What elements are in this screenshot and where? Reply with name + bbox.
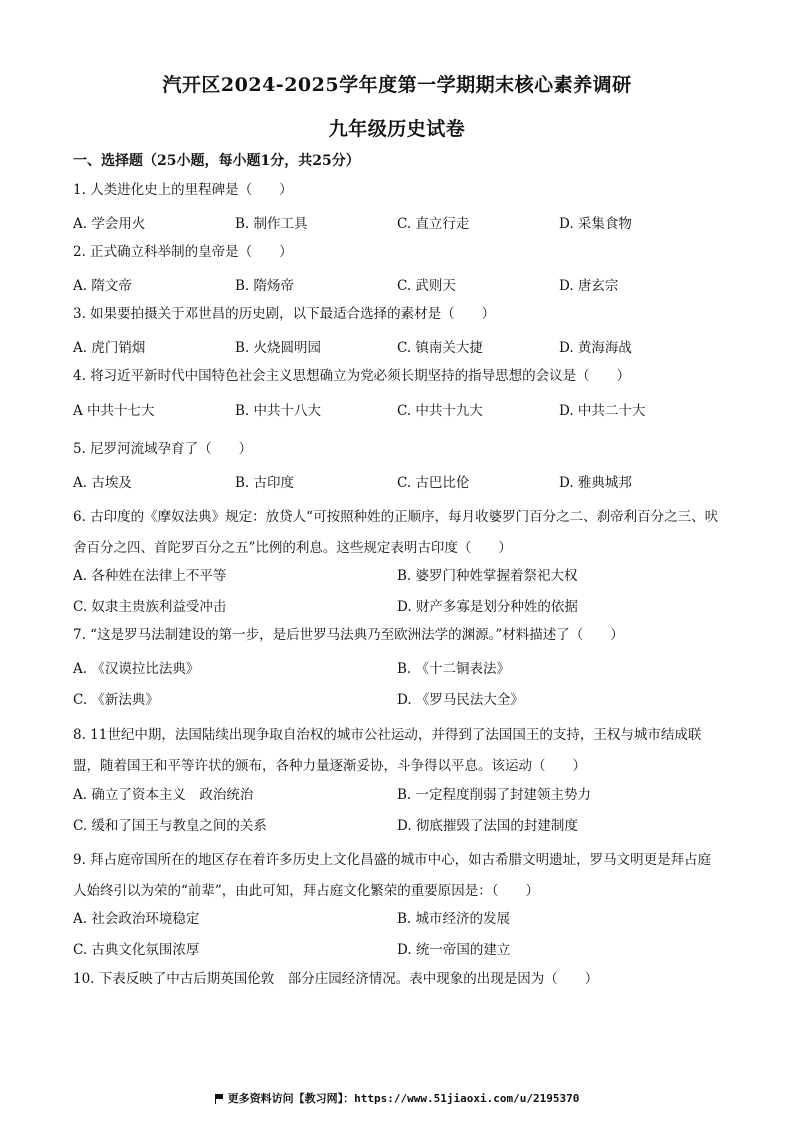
option-b: B. 《十二铜表法》: [397, 661, 511, 677]
question-6-stem: 6. 古印度的《摩奴法典》规定：放贷人“可按照种姓的正顺序，每月收婆罗门百分之二、刹帝利百分之三、吠舍百分之四、首陀罗百分之五”比例的利息。这些规定表明古印度（ ）: [73, 509, 719, 556]
question-4-stem: 4. 将习近平新时代中国特色社会主义思想确立为党必须长期坚持的指导思想的会议是（ ）: [73, 368, 631, 384]
option-a: A. 《汉谟拉比法典》: [73, 661, 200, 677]
option-b: B. 火烧圆明园: [235, 340, 322, 356]
option-b: B. 制作工具: [235, 216, 308, 232]
option-d: D. 雅典城邦: [559, 475, 632, 491]
option-a: A. 古埃及: [73, 475, 132, 491]
question-9-stem: 9. 拜占庭帝国所在的地区存在着许多历史上文化昌盛的城市中心，如古希腊文明遗址，罗马文明更是拜占庭人始终引以为荣的“前辈”，由此可知，拜占庭文化繁荣的重要原因是：（ ）: [73, 852, 712, 899]
question-1-options: [73, 212, 723, 231]
option-d: D. 唐玄宗: [559, 278, 619, 294]
exam-title: 汽开区2024-2025学年度第一学期期末核心素养调研: [162, 74, 632, 96]
question-1-stem: 1. 人类进化史上的里程碑是（ ）: [73, 182, 293, 198]
question-5-options: [73, 471, 723, 490]
option-a: A. 各种姓在法律上不平等: [73, 568, 227, 584]
option-a: A. 社会政治环境稳定: [73, 911, 200, 927]
option-a: A. 虎门销烟: [73, 340, 146, 356]
question-7-stem: 7. “这是罗马法制建设的第一步，是后世罗马法典乃至欧洲法学的渊源。”材料描述了（ ）: [73, 627, 624, 643]
option-a: A. 确立了资本主义 政治统治: [73, 787, 254, 803]
question-7-options-row1: [73, 657, 723, 676]
flag-icon: [215, 1094, 224, 1103]
footer-link[interactable]: [0, 1090, 794, 1106]
option-c: C. 直立行走: [397, 216, 470, 232]
option-d: D. 黄海海战: [559, 340, 632, 356]
question-2-options: [73, 274, 723, 293]
option-d: D. 统一帝国的建立: [397, 942, 511, 958]
question-8-options-row2: [73, 814, 723, 833]
question-3-stem: 3. 如果要拍摄关于邓世昌的历史剧，以下最适合选择的素材是（ ）: [73, 306, 496, 322]
exam-subtitle: 九年级历史试卷: [328, 118, 466, 140]
question-6-options-row1: [73, 564, 723, 583]
question-10-stem: 10. 下表反映了中古后期英国伦敦 部分庄园经济情况。表中现象的出现是因为（ ）: [73, 971, 599, 987]
option-b: B. 一定程度削弱了封建领主势力: [397, 787, 592, 803]
option-d: D. 彻底摧毁了法国的封建制度: [397, 818, 578, 834]
option-d: D. 财产多寡是划分种姓的依据: [397, 599, 578, 615]
option-a: A 中共十七大: [73, 403, 155, 419]
option-d: D. 采集食物: [559, 216, 632, 232]
option-b: B. 中共十八大: [235, 403, 322, 419]
option-a: A. 学会用火: [73, 216, 146, 232]
question-9-options-row1: [73, 907, 723, 926]
question-6-options-row2: [73, 595, 723, 614]
footer-text: 更多资料访问【教习网】：https://www.51jiaoxi.com/u/2195370: [227, 1092, 580, 1105]
question-2-stem: 2. 正式确立科举制的皇帝是（ ）: [73, 244, 293, 260]
option-c: C. 武则天: [397, 278, 456, 294]
option-c: C. 中共十九大: [397, 403, 483, 419]
option-b: B. 婆罗门种姓掌握着祭祀大权: [397, 568, 578, 584]
question-9-options-row2: [73, 938, 723, 957]
option-b: B. 古印度: [235, 475, 295, 491]
section-heading: 一、选择题（25小题，每小题1分，共25分）: [73, 153, 360, 169]
option-c: C. 镇南关大捷: [397, 340, 483, 356]
question-8-stem: 8. 11世纪中期，法国陆续出现争取自治权的城市公社运动，并得到了法国国王的支持，王权与城市结成联盟，随着国王和平等许状的颁布，各种力量逐渐妥协，斗争得以平息。该运动（ ）: [73, 727, 702, 774]
option-c: C. 《新法典》: [73, 692, 159, 708]
question-4-options: [73, 399, 723, 418]
question-7-options-row2: [73, 688, 723, 707]
option-c: C. 奴隶主贵族利益受冲击: [73, 599, 227, 615]
option-d: D. 《罗马民法大全》: [397, 692, 524, 708]
option-c: C. 古典文化氛围浓厚: [73, 942, 200, 958]
question-8-options-row1: [73, 783, 723, 802]
option-c: C. 缓和了国王与教皇之间的关系: [73, 818, 267, 834]
option-c: C. 古巴比伦: [397, 475, 470, 491]
question-3-options: [73, 336, 723, 355]
option-d: D. 中共二十大: [559, 403, 646, 419]
option-b: B. 城市经济的发展: [397, 911, 511, 927]
option-b: B. 隋炀帝: [235, 278, 295, 294]
question-5-stem: 5. 尼罗河流域孕育了（ ）: [73, 441, 253, 457]
option-a: A. 隋文帝: [73, 278, 132, 294]
